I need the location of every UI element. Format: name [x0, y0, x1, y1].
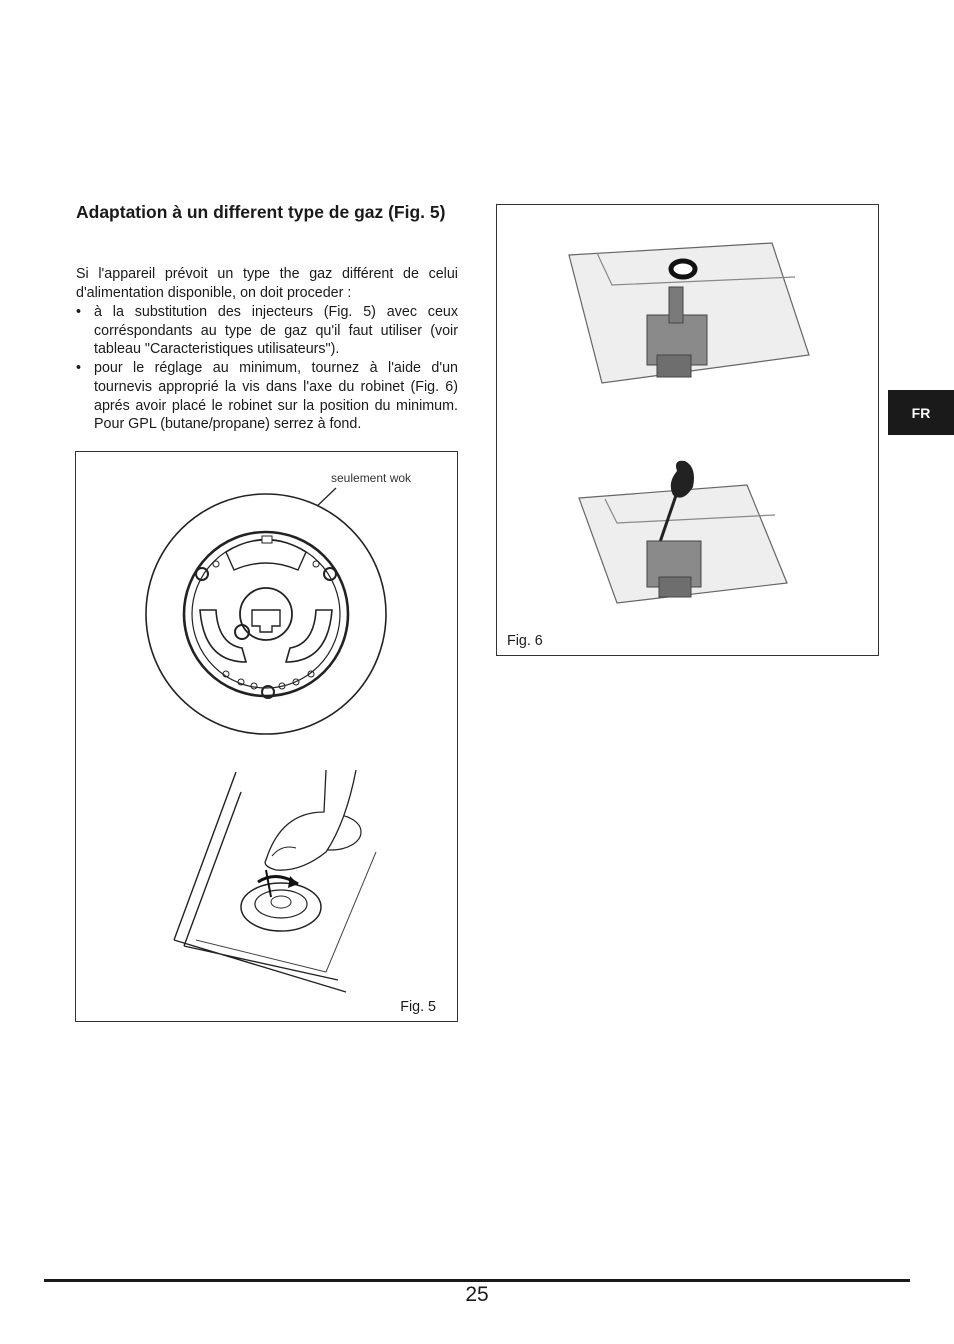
list-item: • à la substitution des injecteurs (Fig. 5) avec ceux corréspondants au type de gaz qu'il faut utiliser (voir tableau "Caracteristiques utilisateurs"). [76, 303, 458, 359]
footer-rule [44, 1279, 910, 1282]
figure-6 [496, 204, 879, 656]
figure-6-label: Fig. 6 [507, 633, 543, 649]
section-heading: Adaptation à un different type de gaz (Fig. 5) [76, 202, 446, 222]
language-tab: FR [888, 390, 954, 435]
intro-paragraph: Si l'appareil prévoit un type the gaz différent de celui d'alimentation disponible, on doit proceder : [76, 266, 458, 301]
burner-illustration [76, 452, 457, 1021]
list-item: • pour le réglage au minimum, tournez à l'aide d'un tournevis approprié la vis dans l'axe du robinet (Fig. 6) aprés avoir placé le robinet sur la position du minimum. Pour GPL (butane/propane) serrez à fond. [76, 359, 458, 434]
valve-adjustment-illustration [497, 205, 878, 655]
figure-5 [75, 451, 458, 1022]
figure-5-label: Fig. 5 [400, 999, 436, 1015]
callout-label: seulement wok [331, 471, 412, 485]
page-number: 25 [465, 1283, 489, 1306]
instruction-list [76, 303, 458, 434]
